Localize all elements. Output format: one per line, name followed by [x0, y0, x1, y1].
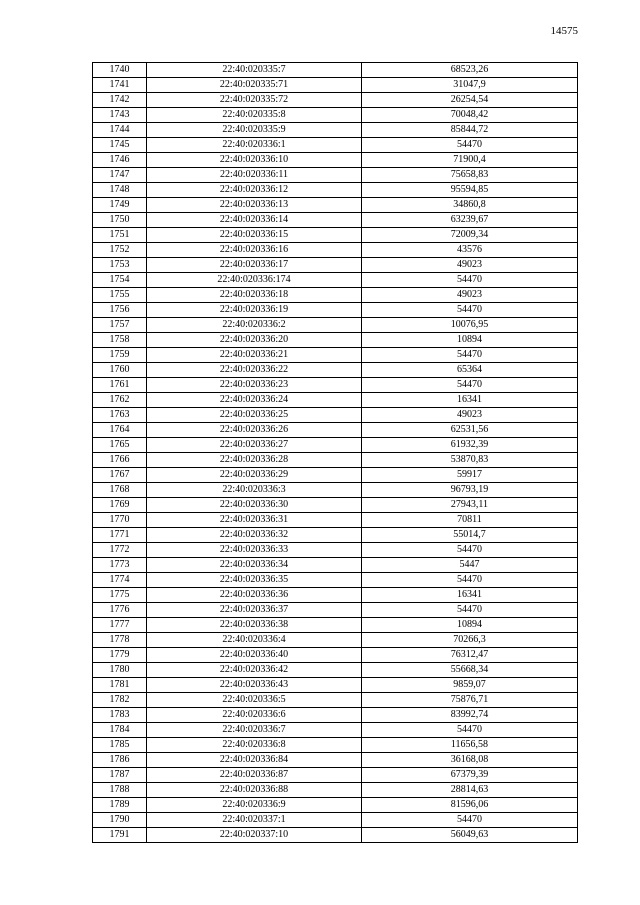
table-row — [93, 648, 578, 663]
cadastral-number-cell: 22:40:020336:28 — [147, 453, 362, 468]
row-number-cell: 1785 — [93, 738, 147, 753]
row-number-cell: 1788 — [93, 783, 147, 798]
row-number-cell: 1756 — [93, 303, 147, 318]
value-cell: 65364 — [362, 363, 578, 378]
row-number-cell: 1757 — [93, 318, 147, 333]
cadastral-number-cell: 22:40:020336:11 — [147, 168, 362, 183]
cadastral-number-cell: 22:40:020336:32 — [147, 528, 362, 543]
value-cell: 16341 — [362, 393, 578, 408]
table-row — [93, 273, 578, 288]
value-cell: 83992,74 — [362, 708, 578, 723]
row-number-cell: 1779 — [93, 648, 147, 663]
table-row — [93, 243, 578, 258]
table-row — [93, 303, 578, 318]
row-number-cell: 1753 — [93, 258, 147, 273]
value-cell: 11656,58 — [362, 738, 578, 753]
value-cell: 85844,72 — [362, 123, 578, 138]
value-cell: 62531,56 — [362, 423, 578, 438]
row-number-cell: 1762 — [93, 393, 147, 408]
table-row — [93, 678, 578, 693]
value-cell: 54470 — [362, 573, 578, 588]
cadastral-number-cell: 22:40:020336:31 — [147, 513, 362, 528]
value-cell: 54470 — [362, 378, 578, 393]
cadastral-number-cell: 22:40:020336:8 — [147, 738, 362, 753]
row-number-cell: 1774 — [93, 573, 147, 588]
row-number-cell: 1791 — [93, 828, 147, 843]
table-row — [93, 633, 578, 648]
cadastral-number-cell: 22:40:020336:17 — [147, 258, 362, 273]
cadastral-number-cell: 22:40:020335:72 — [147, 93, 362, 108]
row-number-cell: 1749 — [93, 198, 147, 213]
value-cell: 76312,47 — [362, 648, 578, 663]
table-row — [93, 588, 578, 603]
row-number-cell: 1746 — [93, 153, 147, 168]
value-cell: 5447 — [362, 558, 578, 573]
cadastral-number-cell: 22:40:020336:7 — [147, 723, 362, 738]
cadastral-number-cell: 22:40:020336:40 — [147, 648, 362, 663]
row-number-cell: 1790 — [93, 813, 147, 828]
value-cell: 68523,26 — [362, 63, 578, 78]
value-cell: 53870,83 — [362, 453, 578, 468]
row-number-cell: 1758 — [93, 333, 147, 348]
table-row — [93, 693, 578, 708]
value-cell: 43576 — [362, 243, 578, 258]
row-number-cell: 1763 — [93, 408, 147, 423]
cadastral-number-cell: 22:40:020336:174 — [147, 273, 362, 288]
table-row — [93, 723, 578, 738]
cadastral-number-cell: 22:40:020336:87 — [147, 768, 362, 783]
value-cell: 75876,71 — [362, 693, 578, 708]
row-number-cell: 1782 — [93, 693, 147, 708]
cadastral-number-cell: 22:40:020336:33 — [147, 543, 362, 558]
table-row — [93, 483, 578, 498]
value-cell: 71900,4 — [362, 153, 578, 168]
value-cell: 70266,3 — [362, 633, 578, 648]
value-cell: 49023 — [362, 258, 578, 273]
value-cell: 72009,34 — [362, 228, 578, 243]
cadastral-number-cell: 22:40:020336:21 — [147, 348, 362, 363]
table-row — [93, 558, 578, 573]
data-table — [92, 62, 578, 843]
row-number-cell: 1745 — [93, 138, 147, 153]
row-number-cell: 1776 — [93, 603, 147, 618]
row-number-cell: 1778 — [93, 633, 147, 648]
value-cell: 26254,54 — [362, 93, 578, 108]
cadastral-number-cell: 22:40:020336:24 — [147, 393, 362, 408]
row-number-cell: 1743 — [93, 108, 147, 123]
row-number-cell: 1740 — [93, 63, 147, 78]
cadastral-number-cell: 22:40:020336:3 — [147, 483, 362, 498]
table-row — [93, 288, 578, 303]
value-cell: 55668,34 — [362, 663, 578, 678]
value-cell: 31047,9 — [362, 78, 578, 93]
table-row — [93, 423, 578, 438]
value-cell: 63239,67 — [362, 213, 578, 228]
cadastral-number-cell: 22:40:020336:1 — [147, 138, 362, 153]
value-cell: 34860,8 — [362, 198, 578, 213]
value-cell: 49023 — [362, 288, 578, 303]
value-cell: 81596,06 — [362, 798, 578, 813]
value-cell: 96793,19 — [362, 483, 578, 498]
row-number-cell: 1769 — [93, 498, 147, 513]
cadastral-number-cell: 22:40:020336:38 — [147, 618, 362, 633]
table-row — [93, 408, 578, 423]
table-row — [93, 123, 578, 138]
cadastral-number-cell: 22:40:020335:7 — [147, 63, 362, 78]
value-cell: 95594,85 — [362, 183, 578, 198]
table-row — [93, 393, 578, 408]
table-row — [93, 708, 578, 723]
value-cell: 54470 — [362, 603, 578, 618]
table-row — [93, 348, 578, 363]
table-row — [93, 378, 578, 393]
row-number-cell: 1760 — [93, 363, 147, 378]
row-number-cell: 1771 — [93, 528, 147, 543]
table-body — [93, 63, 578, 843]
table-row — [93, 213, 578, 228]
cadastral-number-cell: 22:40:020336:37 — [147, 603, 362, 618]
table-row — [93, 153, 578, 168]
cadastral-number-cell: 22:40:020335:9 — [147, 123, 362, 138]
value-cell: 28814,63 — [362, 783, 578, 798]
table-row — [93, 543, 578, 558]
cadastral-number-cell: 22:40:020336:27 — [147, 438, 362, 453]
table-row — [93, 468, 578, 483]
cadastral-number-cell: 22:40:020336:35 — [147, 573, 362, 588]
value-cell: 59917 — [362, 468, 578, 483]
table-row — [93, 603, 578, 618]
table-row — [93, 333, 578, 348]
cadastral-number-cell: 22:40:020336:19 — [147, 303, 362, 318]
cadastral-number-cell: 22:40:020336:30 — [147, 498, 362, 513]
cadastral-number-cell: 22:40:020336:36 — [147, 588, 362, 603]
value-cell: 55014,7 — [362, 528, 578, 543]
cadastral-number-cell: 22:40:020336:6 — [147, 708, 362, 723]
value-cell: 10894 — [362, 333, 578, 348]
table-row — [93, 828, 578, 843]
cadastral-number-cell: 22:40:020336:25 — [147, 408, 362, 423]
cadastral-number-cell: 22:40:020336:2 — [147, 318, 362, 333]
table-row — [93, 573, 578, 588]
row-number-cell: 1764 — [93, 423, 147, 438]
cadastral-number-cell: 22:40:020336:14 — [147, 213, 362, 228]
row-number-cell: 1742 — [93, 93, 147, 108]
table-row — [93, 438, 578, 453]
table-row — [93, 228, 578, 243]
table-row — [93, 168, 578, 183]
cadastral-number-cell: 22:40:020336:23 — [147, 378, 362, 393]
row-number-cell: 1752 — [93, 243, 147, 258]
table-row — [93, 78, 578, 93]
table-row — [93, 813, 578, 828]
value-cell: 70811 — [362, 513, 578, 528]
row-number-cell: 1784 — [93, 723, 147, 738]
table-row — [93, 783, 578, 798]
cadastral-number-cell: 22:40:020336:42 — [147, 663, 362, 678]
cadastral-number-cell: 22:40:020336:10 — [147, 153, 362, 168]
row-number-cell: 1759 — [93, 348, 147, 363]
value-cell: 10076,95 — [362, 318, 578, 333]
row-number-cell: 1741 — [93, 78, 147, 93]
row-number-cell: 1748 — [93, 183, 147, 198]
table-row — [93, 453, 578, 468]
row-number-cell: 1777 — [93, 618, 147, 633]
cadastral-number-cell: 22:40:020335:8 — [147, 108, 362, 123]
value-cell: 10894 — [362, 618, 578, 633]
value-cell: 75658,83 — [362, 168, 578, 183]
table-row — [93, 93, 578, 108]
value-cell: 54470 — [362, 273, 578, 288]
row-number-cell: 1787 — [93, 768, 147, 783]
cadastral-number-cell: 22:40:020336:12 — [147, 183, 362, 198]
row-number-cell: 1747 — [93, 168, 147, 183]
table-row — [93, 663, 578, 678]
table-row — [93, 753, 578, 768]
table-row — [93, 768, 578, 783]
table-row — [93, 183, 578, 198]
cadastral-number-cell: 22:40:020336:26 — [147, 423, 362, 438]
value-cell: 54470 — [362, 348, 578, 363]
cadastral-number-cell: 22:40:020336:13 — [147, 198, 362, 213]
value-cell: 9859,07 — [362, 678, 578, 693]
cadastral-number-cell: 22:40:020336:88 — [147, 783, 362, 798]
cadastral-number-cell: 22:40:020336:34 — [147, 558, 362, 573]
cadastral-number-cell: 22:40:020336:18 — [147, 288, 362, 303]
cadastral-number-cell: 22:40:020336:29 — [147, 468, 362, 483]
table-row — [93, 258, 578, 273]
value-cell: 70048,42 — [362, 108, 578, 123]
row-number-cell: 1751 — [93, 228, 147, 243]
row-number-cell: 1766 — [93, 453, 147, 468]
table-row — [93, 498, 578, 513]
cadastral-number-cell: 22:40:020336:15 — [147, 228, 362, 243]
row-number-cell: 1789 — [93, 798, 147, 813]
cadastral-number-cell: 22:40:020337:10 — [147, 828, 362, 843]
cadastral-number-cell: 22:40:020336:20 — [147, 333, 362, 348]
cadastral-number-cell: 22:40:020336:22 — [147, 363, 362, 378]
value-cell: 27943,11 — [362, 498, 578, 513]
row-number-cell: 1765 — [93, 438, 147, 453]
table-row — [93, 528, 578, 543]
row-number-cell: 1773 — [93, 558, 147, 573]
value-cell: 16341 — [362, 588, 578, 603]
cadastral-number-cell: 22:40:020337:1 — [147, 813, 362, 828]
cadastral-number-cell: 22:40:020336:5 — [147, 693, 362, 708]
table-row — [93, 513, 578, 528]
table-row — [93, 138, 578, 153]
cadastral-number-cell: 22:40:020336:43 — [147, 678, 362, 693]
table-row — [93, 363, 578, 378]
table-row — [93, 108, 578, 123]
row-number-cell: 1772 — [93, 543, 147, 558]
row-number-cell: 1754 — [93, 273, 147, 288]
row-number-cell: 1750 — [93, 213, 147, 228]
row-number-cell: 1755 — [93, 288, 147, 303]
cadastral-number-cell: 22:40:020336:9 — [147, 798, 362, 813]
row-number-cell: 1781 — [93, 678, 147, 693]
cadastral-number-cell: 22:40:020335:71 — [147, 78, 362, 93]
table-row — [93, 618, 578, 633]
value-cell: 54470 — [362, 303, 578, 318]
row-number-cell: 1775 — [93, 588, 147, 603]
value-cell: 36168,08 — [362, 753, 578, 768]
value-cell: 54470 — [362, 723, 578, 738]
table-row — [93, 798, 578, 813]
row-number-cell: 1780 — [93, 663, 147, 678]
table-row — [93, 63, 578, 78]
table-row — [93, 318, 578, 333]
row-number-cell: 1768 — [93, 483, 147, 498]
cadastral-number-cell: 22:40:020336:16 — [147, 243, 362, 258]
row-number-cell: 1761 — [93, 378, 147, 393]
value-cell: 54470 — [362, 138, 578, 153]
row-number-cell: 1767 — [93, 468, 147, 483]
row-number-cell: 1770 — [93, 513, 147, 528]
row-number-cell: 1783 — [93, 708, 147, 723]
cadastral-number-cell: 22:40:020336:84 — [147, 753, 362, 768]
value-cell: 61932,39 — [362, 438, 578, 453]
value-cell: 49023 — [362, 408, 578, 423]
table-row — [93, 738, 578, 753]
value-cell: 56049,63 — [362, 828, 578, 843]
value-cell: 54470 — [362, 543, 578, 558]
table-row — [93, 198, 578, 213]
row-number-cell: 1786 — [93, 753, 147, 768]
row-number-cell: 1744 — [93, 123, 147, 138]
value-cell: 67379,39 — [362, 768, 578, 783]
value-cell: 54470 — [362, 813, 578, 828]
cadastral-number-cell: 22:40:020336:4 — [147, 633, 362, 648]
page-number: 14575 — [550, 25, 578, 37]
